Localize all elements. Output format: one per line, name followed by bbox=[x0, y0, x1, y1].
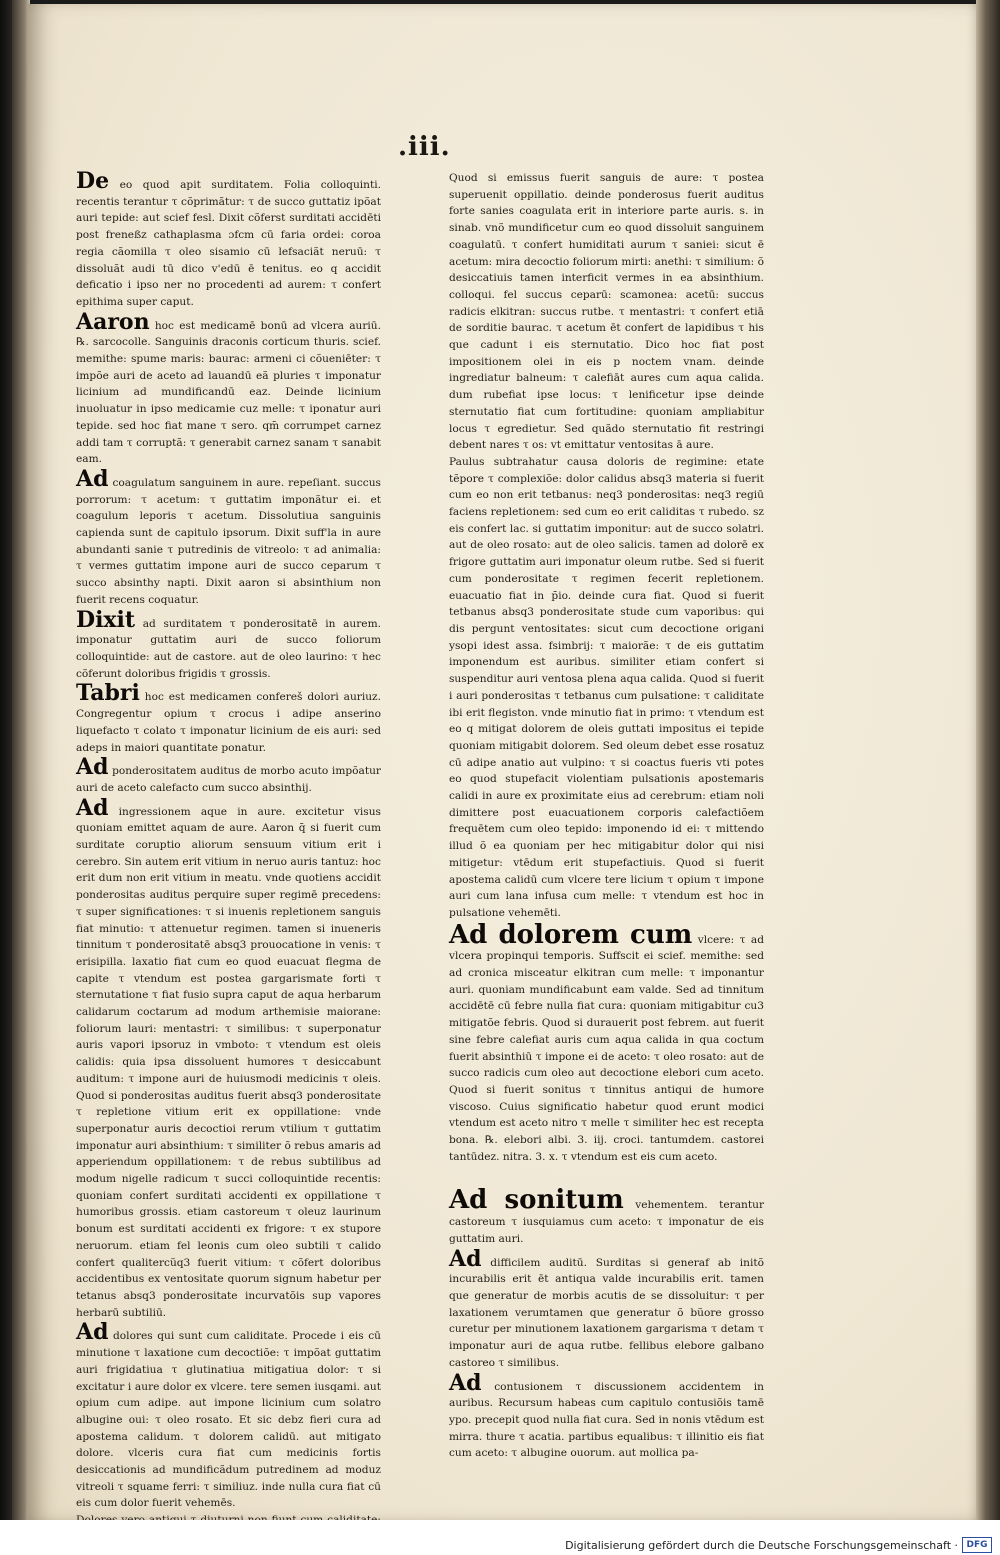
paragraph-text: eo quod apit surditatem. Folia colloquinti. recentis terantur τ cõprimãtur: τ de succo guttatiz ipõat auri tepide: aut scief fesl. Dixit cõferst surditati accidēti post freneßz cathaplasma ɔfcm cū faria ordei: coroa regia cãomilla τ oleo sisamio cū lefsaciãt neruū: τ dissoluãt audi tū dico v'edū ē tenitus. eo q accidit deficatio i ipso ner no procedenti ad aurem: τ confert epithima super caput. bbox=[76, 179, 382, 308]
paragraph-text: difficilem auditū. Surditas si generaf ab initõ incurabilis erit ēt antiqua valde incurabilis erit. tamen que generatur de morbis acutis de se dissoluitur: τ per laxationem verumtamen que generatur õ bũore grosso curetur per minutionem laxationem gargarisma τ detam τ imponatur auri de aqua rutbe. fellibus elebore galbano castoreo τ similibus. bbox=[449, 1256, 764, 1369]
paragraph bbox=[449, 454, 764, 922]
initial-heading: Ad bbox=[76, 1319, 109, 1346]
paragraph-text: coagulatum sanguinem in aure. repeſiant. succus porrorum: τ acetum: τ guttatim imponãtur ei. et coagulum leporis τ acetum. Dissolutiua sanguinis capienda sunt de capitulo ipsorum. Dixit suff'la in aure abundanti sanie τ putredinis de vitreolo: τ ad animalia: τ vermes guttatim impone auri de succo ceparum τ succo absinthy napti. Dixit aaron si absinthium non fuerit recens coquatur. bbox=[76, 476, 381, 606]
paragraph-text: dolores qui sunt cum caliditate. Procede i eis cū minutione τ laxatione cum decoctiõe: τ impõat guttatim auri frigidatiua τ glutinatiua mitigatiua dolor: τ si excitatur i aure dolor ex vlcere. tere semen iusqami. aut opium cum adipe. aut impone licinium cum solatro albugine oui: τ oleo rosato. Et sic debz fieri cura ad apostema calidum. τ dolorem calidū. aut mitigato dolore. vlceris cura fiat cum medicinis fortis desiccationis ad mundificãdum putredinem ad moduz vitreoli τ squame ferri: τ similiuz. inde nulla cura fiat cū eis cum dolor fuerit vehemēs. bbox=[76, 1330, 381, 1510]
initial-heading: Tabri bbox=[76, 680, 140, 707]
paragraph-text: hoc est medicamen confereš dolori auriuz. Congregentur opium τ crocus i adipe anserino liquefacto τ colato τ imponatur licinium de eis auri: sed adeps in maiori quantitate ponatur. bbox=[76, 691, 381, 754]
paragraph bbox=[76, 794, 381, 1322]
paragraph bbox=[76, 308, 381, 468]
paragraph bbox=[449, 1187, 764, 1247]
section-heading: Ad dolorem cum bbox=[449, 919, 693, 950]
initial-heading: Ad bbox=[76, 465, 109, 492]
left-column bbox=[76, 170, 381, 1546]
section-heading: Ad sonitum bbox=[449, 1185, 624, 1216]
paragraph bbox=[76, 1321, 381, 1512]
paragraph-text: vlcere: τ ad vlcera propinqui temporis. Suffscit ei scief. memithe: sed ad cronica misceatur elkitran cum melle: τ imponantur auri. quoniam mundificabunt eam valde. Sed ad tinnitum accidētē cū febre nulla fiat cura: quoniam mitigabitur cu3 mitigatõe febris. Quod si durauerit post febrem. aut fuerit sine febre calefiat auris cum aqua calida in qua coctum fuerit absinthiū τ impone ei de aceto: τ oleo rosato: aut de succo radicis cum oleo aut decoctione elebori cum aceto. Quod si fuerit sonitus τ tinnitus antiqui de humore viscoso. Cuius significatio habetur quod erunt modici vtendum est aceto nitro τ melle τ similiter hec est recepta bona. ℞. elebori albi. 3. iij. croci. tantumdem. castorei tantūdez. nitra. 3. x. τ vtendum est eis cum aceto. bbox=[449, 933, 764, 1163]
paragraph bbox=[449, 1245, 764, 1372]
dfg-logo-icon bbox=[962, 1537, 992, 1553]
initial-heading: Aaron bbox=[76, 308, 150, 335]
funding-credit: Digitalisierung gefördert durch die Deutsche Forschungsgemeinschaft · bbox=[565, 1539, 958, 1552]
folio-number: .iii. bbox=[398, 132, 451, 162]
page-right-edge bbox=[976, 0, 1000, 1520]
initial-heading: Ad bbox=[76, 754, 109, 781]
paragraph bbox=[76, 465, 381, 609]
paragraph-text: Paulus subtrahatur causa doloris de regimine: etate tẽpore τ complexiõe: dolor calidus absq3 materia si fuerit cum eo non erit tetbanus: neq3 ponderositas: neq3 regiū faciens repletionem: sed cum eo erit caliditas τ rubedo. sz eis confert lac. si guttatim imponitur: aut de succo solatri. aut de oleo rosato: aut de oleo salicis. tamen ad dolorē ex frigore guttatim auri imponatur oleum rutbe. Sed si fuerit cum ponderositate τ regimen fecerit repletionem. euacuatio fiat in p̄io. deinde cura fiat. Quod si fuerit tetbanus absq3 ponderositate stude cum vaporibus: qui dis pergunt ventositates: sicut cum decoctione origani ysopi idest assa. fsimbrij: τ maiorãe: τ de eis guttatim imponendum est auribus. similiter etiam confert si suspenditur auri ventosa plena aqua calida. Quod si fuerit i auri ponderositas τ tetbanus cum pulsatione: τ caliditate ibi erit flegiston. vnde minutio fiat in primo: τ vtendum est eo q mitigat dolorem de oleis guttati impositus ei tepide quoniam mitigabit dolorem. Sed oleum debet esse rosatuz cū adipe anatio aut vulpino: τ si coactus fueris vti potes eo quod stupefacit violentiam pulsationis apostemaris calidi in aure ex proximitate eius ad cerebrum: etiam noli dimittere post euacuationem corporis calefactiõem frequētem cum oleo tepido: imponendo id ei: τ mittendo illud õ ea quoniam per hec mitigabitur dolor qui nisi mitigetur: vtēdum erit stupefactiuis. Quod si fuerit apostema calidū cum vlcere tere licium τ opium τ impone auri cum lana infusa cum melle: τ vtendum est hoc in pulsatione vehemēti. bbox=[449, 455, 764, 919]
paragraph bbox=[76, 682, 381, 756]
paragraph bbox=[76, 170, 381, 311]
paragraph-text: ponderositatem auditus de morbo acuto impõatur auri de aceto calefacto cum succo absinthij. bbox=[76, 765, 381, 794]
paragraph bbox=[449, 1369, 764, 1463]
paragraph bbox=[449, 170, 764, 454]
initial-heading: De bbox=[76, 168, 110, 194]
paragraph-text: hoc est medicamē bonū ad vlcera auriū. ℞. sarcocolle. Sanguinis draconis corticum thuris. scief. memithe: spume maris: baurac: armeni ci cõueniēter: τ impõe auri de aceto ad lauandū eã pluries τ imponatur licinium ad mundificandū eaz. Deinde licinium inuoluatur in ipso medicamie cuz melle: τ iponatur auri tepide. sed hoc fiat mane τ sero. qm̄ corrumpet carnez addi tam τ corruptã: τ generabit carnez sanam τ sanabit eam. bbox=[76, 319, 381, 466]
paragraph-text: vehementem. terantur castoreum τ iusquiamus cum aceto: τ imponatur de eis guttatim auri. bbox=[449, 1199, 765, 1245]
initial-heading: Ad bbox=[76, 794, 109, 821]
right-column bbox=[449, 170, 764, 1462]
paragraph-text: Quod si emissus fuerit sanguis de aure: τ postea superuenit oppillatio. deinde ponderosus fuerit auditus forte sanies coagulata erit in interiore parte auris. s. in sinab. vnõ mundificetur cum eo quod dissoluit sanguinem coagulatū. τ confert humiditati aurum τ saniei: sicut ē acetum: mira decoctio foliorum mirti: anethi: τ similium: õ desiccatiuis tamen interficit vermes in ea absinthium. colloqui. fel succus ceparū: scamonea: acetū: succus radicis elkitran: succus rutbe. τ mentastri: τ confert etiā de sorditie baurac. τ acetum ēt confert de lapidibus τ his que cadunt i eis sternutatio. Dico hoc fiat post impositionem olei in eis p noctem vnam. deinde ingrediatur balneum: τ calefiāt aures cum aqua calida. dum rubefiat ipse locus: τ lenificetur ipse deinde sternutatio fiat cum fortitudine: quoniam ampliabitur locus τ egredietur. Sed quãdo sternutatio fit restringi debent nares τ os: vt emittatur ventositas ā aure. bbox=[449, 172, 764, 452]
dfg-logo-text: DFG bbox=[966, 1540, 988, 1550]
paragraph-text: contusionem τ discussionem accidentem in auribus. Recursum habeas cum capitulo contusiõis tamē ypo. precepit quod nulla fiat cura. Sed in nonis vtēdum est mirra. thure τ acatia. partibus equalibus: τ illinitio eis fiat cum aceto: τ albugine ouorum. aut mollica pa- bbox=[449, 1380, 764, 1460]
spacer bbox=[449, 1165, 764, 1187]
paragraph-text: ingressionem aque in aure. excitetur visus quoniam emittet aquam de aure. Aaron q̄ si fuerit cum surditate coruptio aliorum sensuum vitium erit i cerebro. Sin autem erit vitium in neruo auris tantuz: hoc erit dum non erit vitium in meatu. vnde quotiens accidit ponderositas auditus perquire super regimē precedens: τ super significationes: τ si inuenis repletionem sanguis fiat minutio: τ attenuetur regimen. tamen si inueneris tinnitum τ ponderositatē absq3 prouocatione in venis: τ erisipilla. laxatio fiat cum eo quod euacuat flegma de capite τ vtendum est postea gargarismate forti τ sternutatione τ fiat fusio supra caput de aqua herbarum calidarum coctarum ad modum arthemisie maiorane: foliorum lauri: mentastri: τ similibus: τ superponatur auris vapori ipsoruz in vmboto: τ vtendum est oleis calidis: quia ipsa dissoluent humores τ desiccabunt auditum: τ impone auri de huiusmodi medicinis τ oleis. Quod si ponderositas auditus fuerit absq3 ponderositate τ repletione vitium erit ex oppillatione: vnde superponatur auris decoctioi rerum vtilium τ guttatim imponatur auri absinthium: τ similiter õ rebus amaris ad apperiendum oppillationem: τ de rebus subtilibus ad modum nigelle radicum τ succi colloquintide recentis: quoniam confert surditati accidenti ex oppillatione τ humoribus grossis. etiam castoreum τ oleuz laurinum bonum est surditati accidenti ex frigore: τ ex stupore neruorum. etiam fel leonis cum oleo subtili τ calido confert qualitercũq3 fuerit vitium: τ cõfert doloribus accidentibus ex ventositate quorum signum habetur per tetanus absq3 ponderositate incurvatõis sup vapores herbarū subtiliū. bbox=[76, 805, 381, 1319]
paragraph bbox=[76, 606, 381, 683]
initial-heading: Dixit bbox=[76, 606, 136, 633]
initial-heading: Ad bbox=[449, 1369, 482, 1396]
initial-heading: Ad bbox=[449, 1245, 482, 1272]
paragraph bbox=[449, 919, 764, 1166]
paragraph bbox=[76, 756, 381, 796]
paragraph-text: ad surditatem τ ponderositatē in aurem. imponatur guttatim auri de succo foliorum colloquintide: aut de castore. aut de oleo laurino: τ hec cõferunt doloribus frigidis τ grossis. bbox=[76, 617, 381, 680]
